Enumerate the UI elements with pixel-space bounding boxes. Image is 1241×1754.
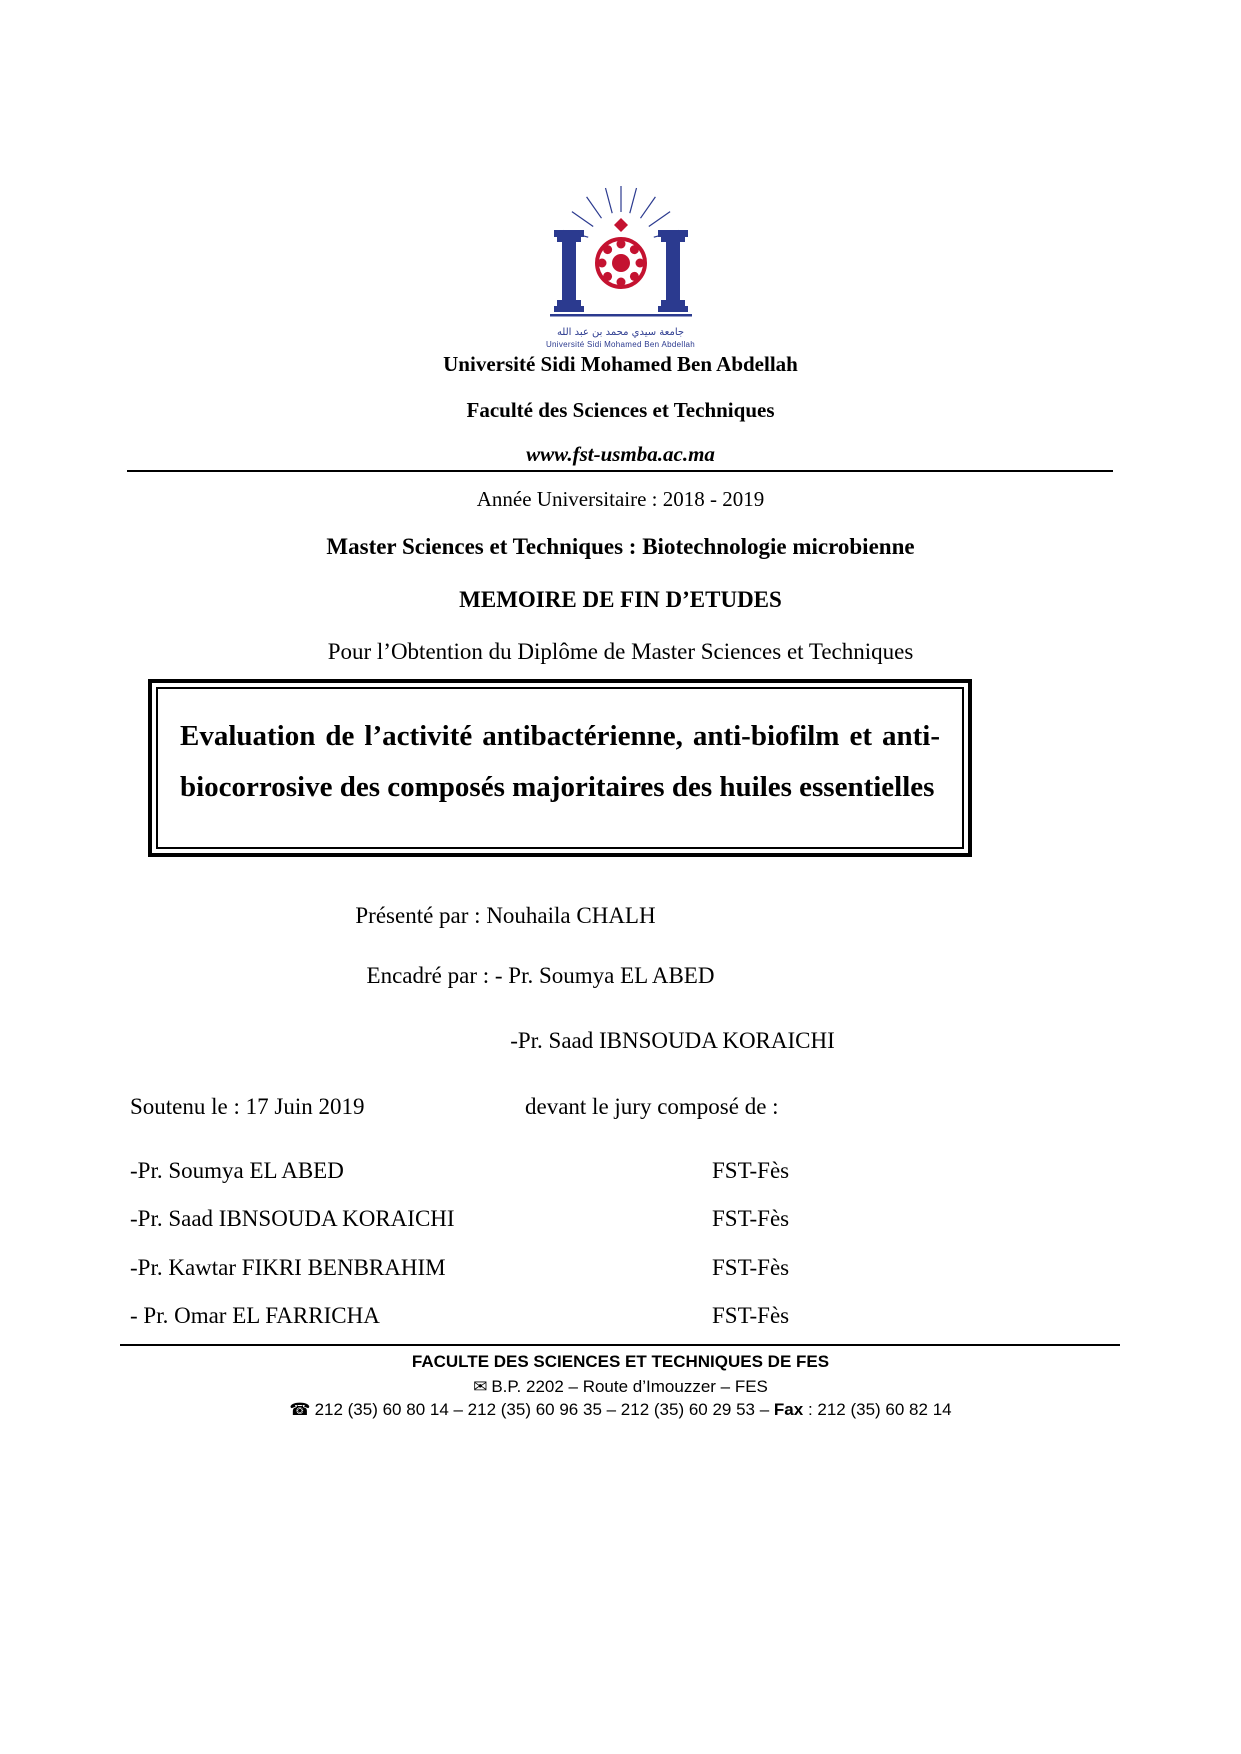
thesis-title-box (148, 679, 972, 857)
thesis-title: Evaluation de l’activité antibactérienne, anti-biofilm et anti-biocorrosive des composés majoritaires des huiles essentielles (180, 720, 940, 803)
footer-address-line (0, 1377, 1241, 1397)
top-divider (127, 470, 1113, 472)
faculty-name: Faculté des Sciences et Techniques (466, 398, 775, 422)
footer-address: B.P. 2202 – Route d’Imouzzer – FES (491, 1377, 768, 1396)
degree-purpose: Pour l’Obtention du Diplôme de Master Sciences et Techniques (327, 639, 914, 664)
jury-intro: devant le jury composé de : (525, 1094, 779, 1119)
thesis-title-box-inner (156, 687, 964, 849)
university-emblem-icon (536, 168, 706, 325)
defense-date: Soutenu le : 17 Juin 2019 (130, 1094, 365, 1119)
program-title: Master Sciences et Techniques : Biotechnologie microbienne (326, 534, 915, 559)
footer-phone-line (0, 1400, 1241, 1420)
jury-member-affiliation: FST-Fès (712, 1255, 790, 1280)
document-type: MEMOIRE DE FIN D’ETUDES (459, 587, 782, 612)
bottom-divider (120, 1344, 1120, 1346)
jury-row (0, 1255, 1241, 1285)
presented-by: Présenté par : Nouhaila CHALH (355, 903, 656, 928)
jury-row (0, 1206, 1241, 1236)
university-logo-block (0, 168, 1241, 350)
jury-member-name: -Pr. Saad IBNSOUDA KORAICHI (130, 1206, 455, 1231)
jury-member-affiliation: FST-Fès (712, 1303, 790, 1328)
emblem-latin-caption: Université Sidi Mohamed Ben Abdellah (545, 339, 696, 349)
website-url: www.fst-usmba.ac.ma (526, 442, 715, 466)
jury-row (0, 1158, 1241, 1188)
envelope-icon: ✉ (473, 1377, 488, 1396)
emblem-captions (546, 327, 695, 350)
phone-icon: ☎ (289, 1400, 311, 1419)
jury-member-name: - Pr. Omar EL FARRICHA (130, 1303, 380, 1328)
footer-faculty-name: FACULTE DES SCIENCES ET TECHNIQUES DE FES (411, 1352, 830, 1371)
footer-phones: 212 (35) 60 80 14 – 212 (35) 60 96 35 – 212 (35) 60 29 53 – (314, 1400, 774, 1419)
footer-fax-label: Fax (773, 1400, 804, 1419)
jury-member-affiliation: FST-Fès (712, 1158, 790, 1183)
jury-row (0, 1303, 1241, 1333)
emblem-arabic-caption: جامعة سيدي محمد بن عبد الله (556, 327, 685, 338)
defense-row (0, 1094, 1241, 1124)
jury-member-name: -Pr. Soumya EL ABED (130, 1158, 344, 1183)
university-name: Université Sidi Mohamed Ben Abdellah (443, 352, 798, 376)
jury-member-name: -Pr. Kawtar FIKRI BENBRAHIM (130, 1255, 446, 1280)
footer-fax-value: : 212 (35) 60 82 14 (803, 1400, 952, 1419)
supervisor-2: -Pr. Saad IBNSOUDA KORAICHI (510, 1028, 835, 1053)
supervised-by: Encadré par : - Pr. Soumya EL ABED (366, 963, 715, 988)
jury-member-affiliation: FST-Fès (712, 1206, 790, 1231)
academic-year: Année Universitaire : 2018 - 2019 (476, 487, 765, 511)
